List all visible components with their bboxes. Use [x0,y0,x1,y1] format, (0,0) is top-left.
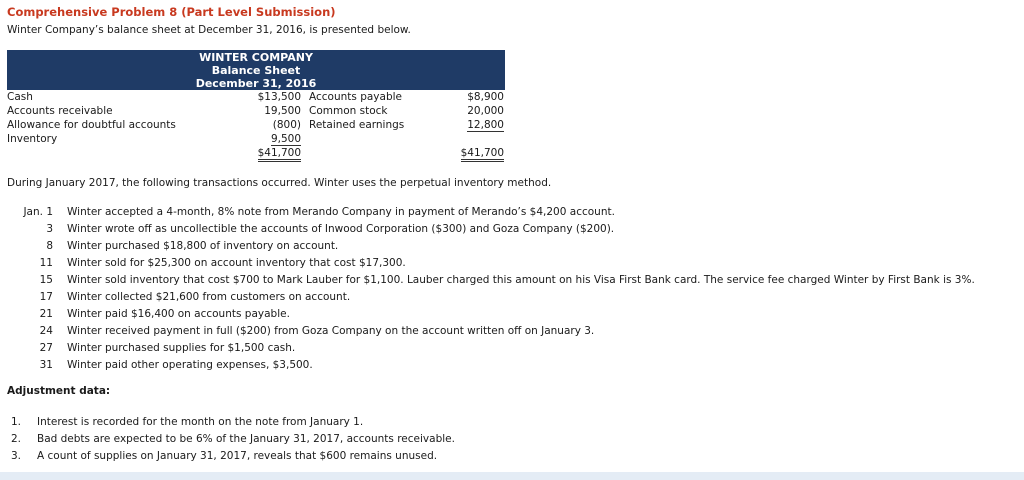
asset-amount: 9,500 [270,133,301,145]
asset-amount: 19,500 [264,105,301,117]
transaction-text: Winter collected $21,600 from customers on account. [67,291,351,303]
adjustment-text: Interest is recorded for the month on the note from January 1. [37,416,364,428]
transaction-text: Winter purchased $18,800 of inventory on account. [67,240,339,252]
intro-text: Winter Company’s balance sheet at December 31, 2016, is presented below. [7,24,411,36]
balance-sheet-row [7,133,505,146]
transaction-text: Winter sold for $25,300 on account inventory that cost $17,300. [67,257,406,269]
transaction-text: Winter purchased supplies for $1,500 cash. [67,342,296,354]
asset-amount: (800) [272,119,301,131]
adjustment-number: 3. [10,450,21,462]
transaction-row [7,359,1022,376]
transaction-row [7,240,1022,257]
asset-amount: $13,500 [257,91,301,103]
transaction-date: 15 [39,274,53,286]
adjustment-number: 2. [10,433,21,445]
balance-sheet [7,50,505,162]
liability-amount: $8,900 [467,91,504,103]
transaction-date: 27 [39,342,53,354]
liability-amount: 12,800 [467,119,504,131]
liability-amount: 20,000 [467,105,504,117]
transaction-row [7,206,1022,223]
problem-title: Comprehensive Problem 8 (Part Level Submission) [7,5,336,19]
balance-sheet-row [7,91,505,104]
transaction-text: Winter received payment in full ($200) from Goza Company on the account written off on January 3. [67,325,595,337]
transaction-row [7,223,1022,240]
transaction-date: 24 [39,325,53,337]
adjustment-number: 1. [10,416,21,428]
asset-label: Cash [7,91,33,103]
balance-sheet-total-row [7,147,505,160]
statement-date: December 31, 2016 [195,77,317,90]
asset-label: Accounts receivable [7,105,113,117]
asset-label: Allowance for doubtful accounts [7,119,176,131]
transaction-date: 31 [39,359,53,371]
statement-name: Balance Sheet [211,64,301,77]
transaction-date: 11 [39,257,53,269]
transaction-date: 8 [46,240,53,252]
transaction-row [7,308,1022,325]
transactions-intro: During January 2017, the following transactions occurred. Winter uses the perpetual inventory method. [7,177,552,189]
transaction-text: Winter paid $16,400 on accounts payable. [67,308,290,320]
transaction-text: Winter sold inventory that cost $700 to Mark Lauber for $1,100. Lauber charged this amount on his Visa First Bank card. The service fee charged Winter by First Bank is 3%. [67,274,975,286]
adjustment-text: Bad debts are expected to be 6% of the January 31, 2017, accounts receivable. [37,433,455,445]
transaction-row [7,257,1022,274]
transaction-text: Winter accepted a 4-month, 8% note from Merando Company in payment of Merando’s $4,200 account. [67,206,615,218]
transaction-date: 17 [39,291,53,303]
asset-label: Inventory [7,133,58,145]
transaction-date: 3 [46,223,53,235]
liability-label: Accounts payable [309,91,402,103]
liability-label: Common stock [309,105,388,117]
transaction-row [7,342,1022,359]
balance-sheet-header [7,50,505,90]
transaction-date: 21 [39,308,53,320]
total-liabilities: $41,700 [461,147,504,162]
transaction-date: Jan. 1 [23,206,53,218]
adjustment-title: Adjustment data: [7,385,111,397]
company-name: WINTER COMPANY [199,51,313,64]
transaction-list [7,206,1022,376]
bottom-divider [0,472,1024,480]
transaction-text: Winter paid other operating expenses, $3,500. [67,359,313,371]
transaction-text: Winter wrote off as uncollectible the accounts of Inwood Corporation ($300) and Goza Company ($200). [67,223,615,235]
balance-sheet-row [7,119,505,132]
balance-sheet-row [7,105,505,118]
total-assets: $41,700 [258,147,301,162]
transaction-row [7,291,1022,308]
transaction-row [7,274,1022,291]
liability-label: Retained earnings [309,119,405,131]
transaction-row [7,325,1022,342]
adjustment-text: A count of supplies on January 31, 2017, reveals that $600 remains unused. [37,450,438,462]
